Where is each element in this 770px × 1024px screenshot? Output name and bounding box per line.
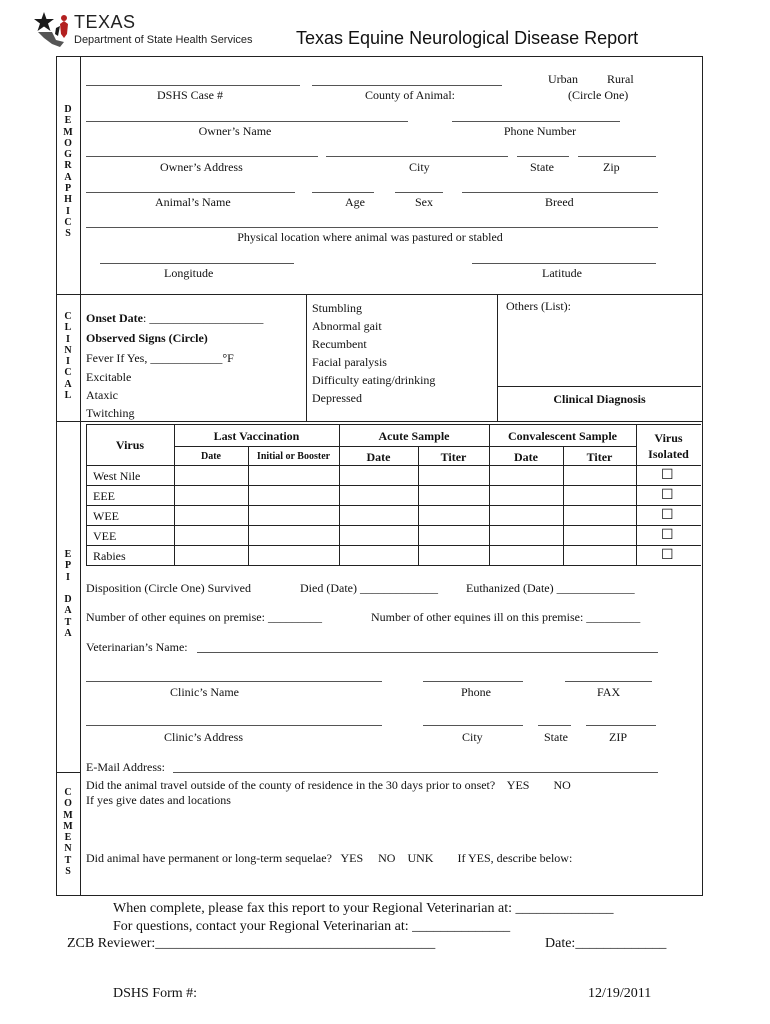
acute-sample-header: Acute Sample <box>378 429 450 443</box>
zip-label: Zip <box>603 160 620 174</box>
circle-one-label: (Circle One) <box>568 88 629 102</box>
page-title: Texas Equine Neurological Disease Report <box>296 28 639 48</box>
observed-sign-option[interactable]: Difficulty eating/drinking <box>312 373 436 387</box>
virus-row-label: EEE <box>93 489 115 503</box>
observed-sign-option[interactable]: Facial paralysis <box>312 355 387 369</box>
reviewer-date-field[interactable]: Date:_____________ <box>545 936 667 951</box>
side-letter: S <box>65 866 71 878</box>
longitude-label: Longitude <box>164 266 214 280</box>
county-label: County of Animal: <box>365 88 455 102</box>
animal-name-label: Animal’s Name <box>155 195 231 209</box>
dshs-case-label: DSHS Case # <box>156 88 223 102</box>
side-letter: H <box>64 194 72 206</box>
other-equines-field[interactable]: Number of other equines on premise: _________ <box>86 610 322 624</box>
logo-department: Department of State Health Services <box>74 34 253 46</box>
others-list-label: Others (List): <box>506 299 571 313</box>
side-letter: D <box>64 594 72 606</box>
dshs-form-number: DSHS Form #: <box>113 986 198 1001</box>
virus-isolated-checkbox[interactable]: ☐ <box>661 488 674 503</box>
virus-isolated-header <box>636 430 701 462</box>
texas-star-logo-icon <box>34 10 74 48</box>
side-letter: M <box>63 809 73 821</box>
signs-mid-list <box>312 299 435 407</box>
virus-row-label: WEE <box>93 509 119 523</box>
side-letter <box>62 583 74 594</box>
fax-instructions: When complete, please fax this report to your Regional Veterinarian at: ______________ <box>113 901 614 916</box>
side-label-epi-data <box>62 549 74 639</box>
urban-option[interactable]: Urban <box>548 72 578 86</box>
side-letter: P <box>64 560 72 572</box>
initial-booster-header: Initial or Booster <box>256 451 331 462</box>
side-letter: I <box>66 571 70 583</box>
vacc-date-header: Date <box>201 451 221 462</box>
observed-sign-option[interactable]: Twitching <box>86 406 135 420</box>
virus-row-label: VEE <box>93 529 117 543</box>
travel-question[interactable]: Did the animal travel outside of the county of residence in the 30 days prior to onset? YES NO <box>86 778 571 792</box>
virus-isolated-checkbox[interactable]: ☐ <box>661 468 674 483</box>
side-label-comments <box>62 787 74 877</box>
last-vaccination-header: Last Vaccination <box>213 429 300 443</box>
acute-titer-header: Titer <box>440 450 467 464</box>
side-letter: R <box>64 160 72 172</box>
clinic-city-label: City <box>462 730 483 744</box>
disposition-label[interactable]: Disposition (Circle One) Survived <box>86 581 251 595</box>
clinical-diagnosis-label: Clinical Diagnosis <box>553 392 646 406</box>
dshs-logo <box>34 10 274 50</box>
virus-row-label: Rabies <box>93 549 126 563</box>
side-letter: I <box>66 333 70 345</box>
virus-isolated-line2: Isolated <box>648 447 689 461</box>
signs-left-list <box>86 368 135 422</box>
clinic-zip-label: ZIP <box>609 730 627 744</box>
observed-sign-option[interactable]: Recumbent <box>312 337 367 351</box>
side-letter: C <box>64 311 72 322</box>
phone-number-label: Phone Number <box>503 124 577 138</box>
observed-sign-option[interactable]: Ataxic <box>86 388 118 402</box>
side-letter: I <box>66 356 70 368</box>
side-letter: A <box>64 628 72 640</box>
side-letter: E <box>64 549 72 560</box>
logo-texas: TEXAS <box>74 12 136 32</box>
side-letter: P <box>64 183 72 195</box>
observed-sign-option[interactable]: Depressed <box>312 391 362 405</box>
convalescent-sample-header: Convalescent Sample <box>508 429 617 443</box>
side-letter: L <box>64 322 72 334</box>
sex-label: Sex <box>415 195 433 209</box>
side-label-clinical <box>62 311 74 401</box>
side-letter: I <box>66 205 70 217</box>
clinic-state-label: State <box>544 730 568 744</box>
side-letter: C <box>64 367 72 379</box>
onset-date[interactable] <box>86 311 263 326</box>
side-letter: N <box>64 843 72 855</box>
euthanized-date-field[interactable]: Euthanized (Date) _____________ <box>466 581 635 595</box>
form-date: 12/19/2011 <box>588 986 652 1001</box>
virus-isolated-checkbox[interactable]: ☐ <box>661 548 674 563</box>
clinic-name-label: Clinic’s Name <box>170 685 239 699</box>
virus-column-header: Virus <box>115 438 145 452</box>
travel-dates-label: If yes give dates and locations <box>86 793 231 807</box>
owner-address-label: Owner’s Address <box>160 160 243 174</box>
side-letter: O <box>64 798 72 810</box>
sequelae-question[interactable]: Did animal have permanent or long-term sequelae? YES NO UNK If YES, describe below: <box>86 851 573 865</box>
rural-option[interactable]: Rural <box>607 72 634 86</box>
side-letter: A <box>64 171 72 183</box>
onset-date-label: Onset Date <box>86 311 143 325</box>
side-letter: A <box>64 605 72 617</box>
side-letter: D <box>64 104 72 115</box>
email-label: E-Mail Address: <box>86 760 165 774</box>
side-letter: O <box>64 137 72 149</box>
side-letter: C <box>64 787 72 798</box>
virus-isolated-checkbox[interactable]: ☐ <box>661 528 674 543</box>
questions-instructions: For questions, contact your Regional Veterinarian at: ______________ <box>113 919 511 934</box>
onset-date-field[interactable]: : ___________________ <box>143 311 264 325</box>
conv-date-header: Date <box>514 450 538 464</box>
side-label-demographics <box>62 104 74 240</box>
side-letter: C <box>64 216 72 228</box>
latitude-label: Latitude <box>542 266 582 280</box>
side-letter: G <box>64 149 72 161</box>
side-letter: N <box>64 344 72 356</box>
side-letter: A <box>64 378 72 390</box>
side-letter: S <box>65 228 71 240</box>
died-date-field[interactable]: Died (Date) _____________ <box>300 581 438 595</box>
owner-name-label: Owner’s Name <box>198 124 272 138</box>
veterinarian-name-label: Veterinarian’s Name: <box>86 640 188 654</box>
observed-sign-option[interactable]: Excitable <box>86 370 132 384</box>
city-label: City <box>409 160 430 174</box>
fever-field[interactable]: Fever If Yes, ____________°F <box>86 351 234 365</box>
age-label: Age <box>345 195 365 209</box>
clinic-phone-label: Phone <box>461 685 491 699</box>
physical-location-label: Physical location where animal was pastured or stabled <box>237 230 503 244</box>
observed-sign-option[interactable]: Stumbling <box>312 301 363 315</box>
observed-signs-label: Observed Signs (Circle) <box>86 331 208 345</box>
breed-label: Breed <box>545 195 574 209</box>
side-letter: T <box>64 854 72 866</box>
other-equines-ill-field[interactable]: Number of other equines ill on this premise: _________ <box>371 610 641 624</box>
side-letter: E <box>64 115 72 127</box>
side-letter: T <box>64 616 72 628</box>
side-letter: E <box>64 832 72 844</box>
conv-titer-header: Titer <box>586 450 613 464</box>
side-letter: L <box>64 390 72 402</box>
side-letter: M <box>63 820 73 832</box>
clinic-fax-label: FAX <box>597 685 621 699</box>
virus-row-label: West Nile <box>93 469 141 483</box>
virus-isolated-checkbox[interactable]: ☐ <box>661 508 674 523</box>
acute-date-header: Date <box>366 450 391 464</box>
observed-sign-option[interactable]: Abnormal gait <box>312 319 382 333</box>
state-label: State <box>530 160 554 174</box>
clinic-address-label: Clinic’s Address <box>164 730 244 744</box>
virus-isolated-line1: Virus <box>654 431 683 445</box>
side-letter: M <box>63 126 73 138</box>
zcb-reviewer-field[interactable]: ZCB Reviewer:________________________________________ <box>67 936 436 951</box>
